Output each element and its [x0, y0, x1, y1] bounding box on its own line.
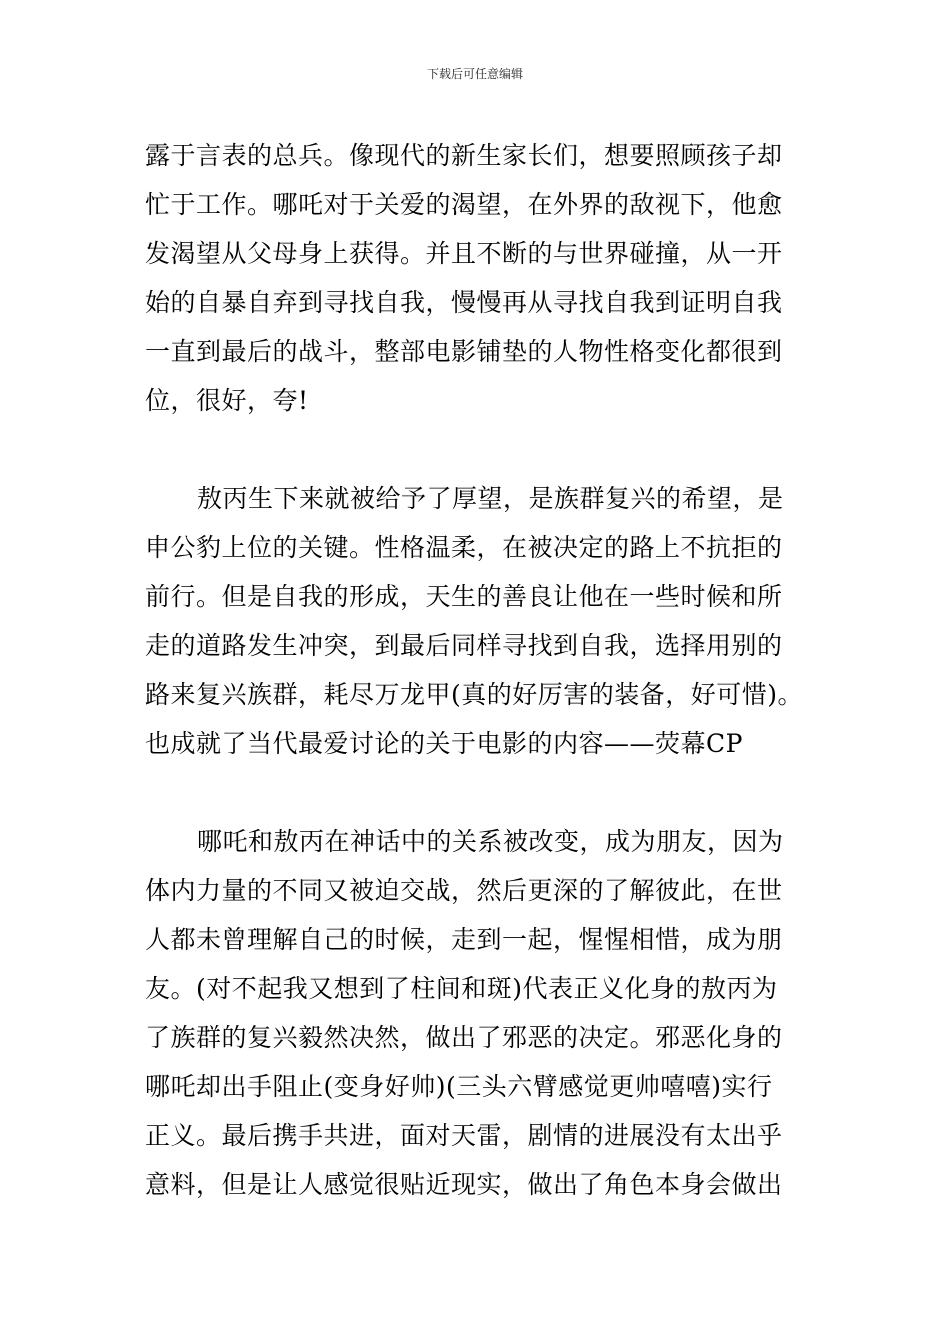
text-line: 路来复兴族群，耗尽万龙甲(真的好厉害的装备，好可惜)。: [145, 680, 804, 709]
text-line: 敖丙生下来就被给予了厚望，是族群复兴的希望，是: [197, 484, 784, 513]
text-line: 忙于工作。哪吒对于关爱的渴望，在外界的敌视下，他愈: [145, 190, 783, 219]
paragraph: [145, 474, 825, 768]
text-line: 申公豹上位的关键。性格温柔，在被决定的路上不抗拒的: [145, 533, 783, 562]
text-line: 露于言表的总兵。像现代的新生家长们，想要照顾孩子却: [145, 141, 783, 170]
text-line: 友。(对不起我又想到了柱间和斑)代表正义化身的敖丙为: [145, 974, 778, 1003]
document-body: [145, 131, 825, 1209]
page-header: 下载后可任意编辑: [426, 67, 523, 81]
text-line: 一直到最后的战斗，整部电影铺垫的人物性格变化都很到: [145, 337, 783, 366]
paragraph-spacer: [145, 768, 825, 817]
text-line: 哪吒和敖丙在神话中的关系被改变，成为朋友，因为: [197, 827, 784, 856]
paragraph-spacer: [145, 425, 825, 474]
text-line: 位，很好，夸!: [145, 386, 309, 415]
text-line: 了族群的复兴毅然决然，做出了邪恶的决定。邪恶化身的: [145, 1023, 783, 1052]
text-line: 哪吒却出手阻止(变身好帅)(三头六臂感觉更帅嘻嘻)实行: [145, 1072, 773, 1101]
text-line: 前行。但是自我的形成，天生的善良让他在一些时候和所: [145, 582, 783, 611]
text-line: 体内力量的不同又被迫交战，然后更深的了解彼此，在世: [145, 876, 783, 905]
text-line: 人都未曾理解自己的时候，走到一起，惺惺相惜，成为朋: [145, 925, 783, 954]
text-line: 走的道路发生冲突，到最后同样寻找到自我，选择用别的: [145, 631, 783, 660]
paragraph: [145, 817, 825, 1209]
text-line: 正义。最后携手共进，面对天雷，剧情的进展没有太出乎: [145, 1121, 783, 1150]
text-line: 意料，但是让人感觉很贴近现实，做出了角色本身会做出: [145, 1170, 783, 1199]
paragraph: [145, 131, 825, 425]
text-line: 也成就了当代最爱讨论的关于电影的内容——荧幕CP: [145, 729, 743, 758]
text-line: 发渴望从父母身上获得。并且不断的与世界碰撞，从一开: [145, 239, 783, 268]
text-line: 始的自暴自弃到寻找自我，慢慢再从寻找自我到证明自我: [145, 288, 783, 317]
